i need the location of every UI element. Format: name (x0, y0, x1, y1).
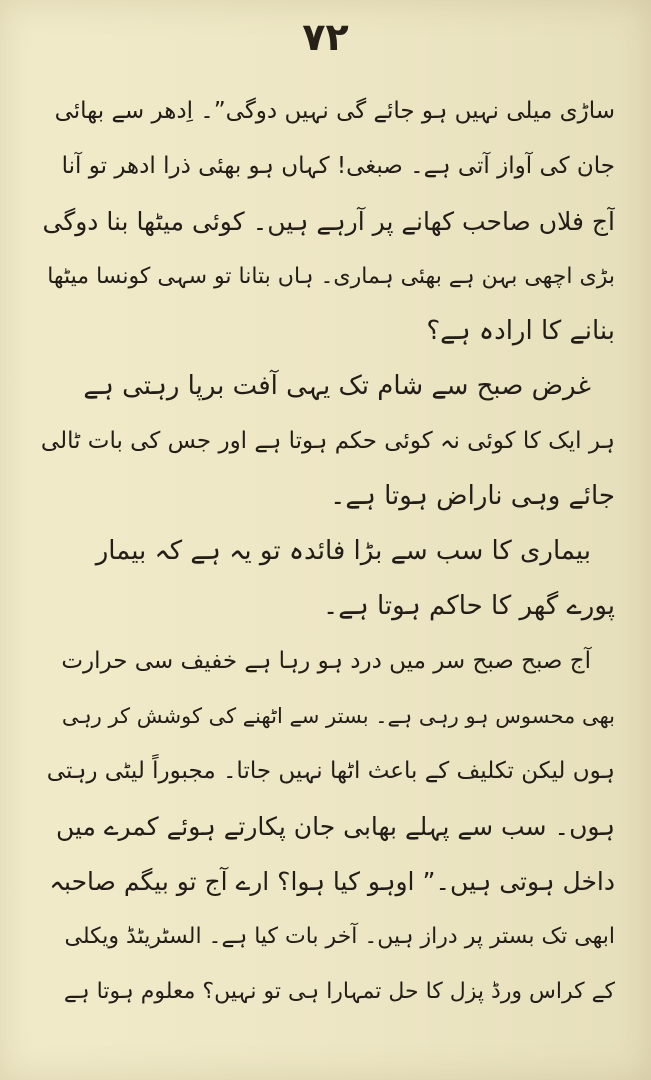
text-line: آج صبح صبح سر میں درد ہو رہا ہے خفیف سی حرارت (61, 648, 591, 674)
text-line: ہوں لیکن تکلیف کے باعث اٹھا نہیں جاتا۔ مجبوراً لیٹی رہتی (46, 758, 615, 784)
text-line: کے کراس ورڈ پزل کا حل تمہارا ہی تو نہیں؟ معلوم ہوتا ہے (63, 979, 615, 1004)
text-line: ہر ایک کا کوئی نہ کوئی حکم ہوتا ہے اور جس کی بات ٹالی (40, 428, 615, 454)
text-line: غرض صبح سے شام تک یہی آفت برپا رہتی ہے (83, 371, 591, 401)
text-line: پورے گھر کا حاکم ہوتا ہے۔ (323, 591, 615, 621)
text-line: آج فلاں صاحب کھانے پر آرہے ہیں۔ کوئی میٹھا بنا دوگی (42, 207, 615, 236)
page-number: ۷۲ (302, 15, 349, 59)
text-line: جان کی آواز آتی ہے۔ صبغی! کہاں ہو بھئی ذرا ادھر تو آنا (61, 153, 615, 179)
text-line: ابھی تک بستر پر دراز ہیں۔ آخر بات کیا ہے۔ السٹریٹڈ ویکلی (64, 924, 615, 949)
text-line: جائے وہی ناراض ہوتا ہے۔ (330, 481, 615, 511)
text-line: ہوں۔ سب سے پہلے بھابی جان پکارتے ہوئے کمرے میں (55, 812, 615, 841)
text-line: ساڑی میلی نہیں ہو جائے گی نہیں دوگی”۔ اِدھر سے بھائی (54, 98, 615, 124)
text-line: بنانے کا ارادہ ہے؟ (426, 316, 615, 346)
urdu-text-block (40, 84, 615, 1019)
text-line: بیماری کا سب سے بڑا فائدہ تو یہ ہے کہ بیمار (95, 536, 591, 566)
text-line: بڑی اچھی بہن ہے بھئی ہماری۔ ہاں بتانا تو سہی کونسا میٹھا (47, 264, 615, 289)
text-line: داخل ہوتی ہیں۔” اوہو کیا ہوا؟ ارے آج تو بیگم صاحبہ (49, 867, 615, 896)
text-line: بھی محسوس ہو رہی ہے۔ بستر سے اٹھنے کی کوشش کر رہی (61, 704, 615, 728)
